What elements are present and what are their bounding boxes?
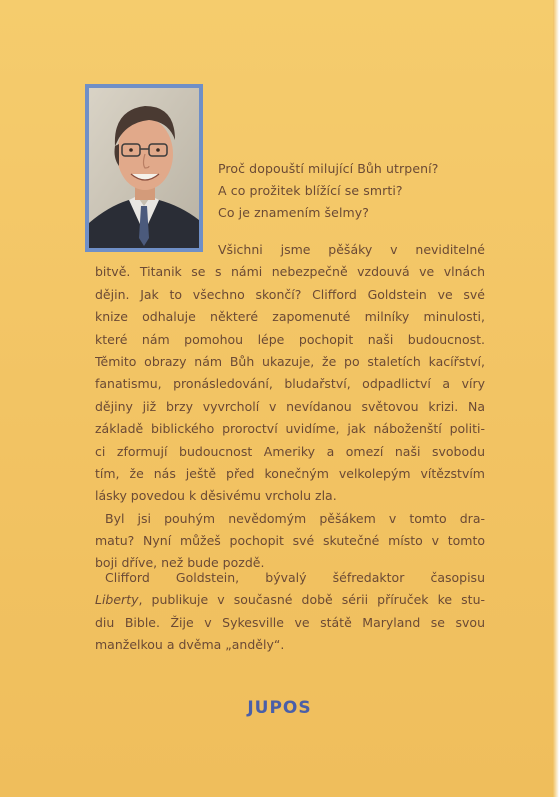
- blurb-line: Byl jsi pouhým nevědomým pěšákem v tomto dra-: [105, 510, 485, 526]
- question-line: Proč dopouští milující Bůh utrpení?: [218, 161, 439, 176]
- blurb-line: základě biblického proroctví uvidíme, jak náboženští politi-: [95, 421, 485, 437]
- blurb-line: dějin. Jak to všechno skončí? Clifford Goldstein ve své: [95, 286, 485, 302]
- blurb-line: fanatismu, pronásledování, bludařství, odpadlictví a víry: [95, 376, 485, 392]
- bio-line: Clifford Goldstein, bývalý šéfredaktor časopisu: [105, 570, 485, 585]
- author-bio: [95, 567, 485, 657]
- blurb-line: knize odhaluje některé zapomenuté milníky minulosti,: [95, 309, 485, 325]
- blurb-line: matu? Nyní můžeš pochopit své skutečné místo v tomto: [95, 533, 485, 549]
- bio-line: [95, 589, 485, 611]
- blurb-line: které nám pomohou lépe pochopit naši budoucnost.: [95, 331, 485, 347]
- blurb-line: lásky povedou k děsivému vrcholu zla.: [95, 488, 337, 504]
- bio-line: diu Bible. Žije v Sykesville ve státě Maryland se svou: [95, 614, 485, 630]
- publisher-logo: JUPOS: [247, 698, 312, 718]
- teaser-questions: [218, 158, 518, 224]
- blurb-line: tím, že nás ještě před konečným velkolepým vítězstvím: [95, 465, 485, 481]
- blurb-text: [95, 239, 485, 575]
- blurb-line: bitvě. Titanik se s námi nebezpečně vzdouvá ve vlnách: [95, 264, 485, 280]
- bio-line-text: , publikuje v současné době sérii příruček ke stu-: [138, 592, 485, 608]
- blurb-line: Těmito obrazy nám Bůh ukazuje, že po staletích kacířství,: [95, 353, 485, 369]
- question-line: A co prožitek blížící se smrti?: [218, 183, 403, 198]
- blurb-line: ci zformují budoucnost Ameriky a omezí naši svobodu: [95, 443, 485, 459]
- page-edge: [553, 0, 559, 797]
- blurb-line: dějiny již brzy vyvrcholí v nevídanou světovou krizi. Na: [95, 398, 485, 414]
- author-photo: [89, 88, 199, 248]
- blurb-line: Všichni jsme pěšáky v neviditelné: [218, 242, 485, 257]
- magazine-title: Liberty: [95, 592, 139, 608]
- author-photo-frame: [85, 84, 203, 252]
- bio-line: manželkou a dvěma „anděly“.: [95, 637, 285, 653]
- question-line: Co je znamením šelmy?: [218, 205, 370, 220]
- blurb-line: boji dříve, než bude pozdě.: [95, 555, 265, 571]
